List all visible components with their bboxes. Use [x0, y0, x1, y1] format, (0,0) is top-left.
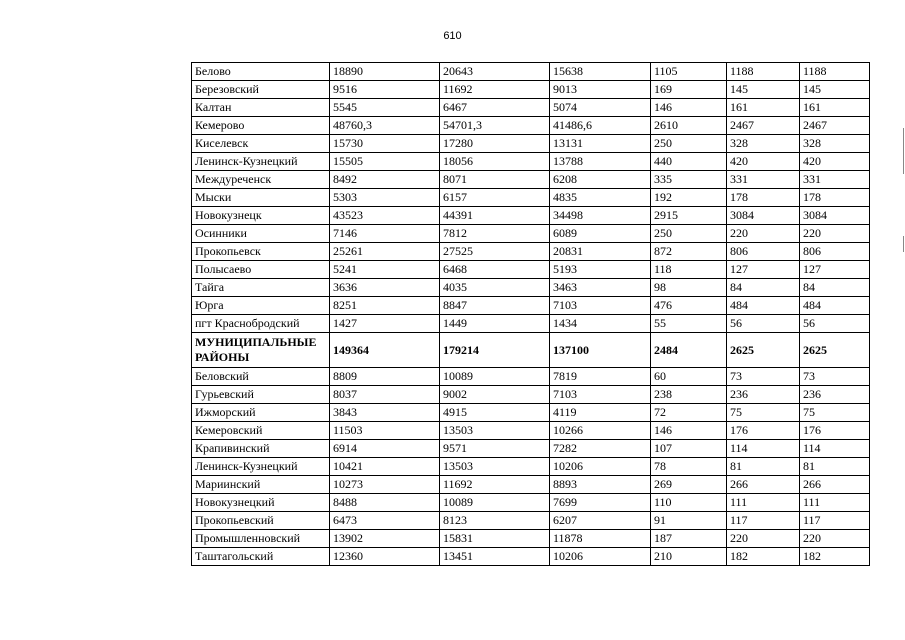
table-cell-value: 484: [800, 297, 870, 315]
table-cell-value: 117: [727, 512, 800, 530]
table-cell-value: 2484: [651, 333, 727, 368]
table-cell-value: 179214: [440, 333, 550, 368]
table-cell-name: Калтан: [192, 99, 330, 117]
table-cell-value: 1188: [727, 63, 800, 81]
table-cell-name: Тайга: [192, 279, 330, 297]
table-cell-name: Промышленновский: [192, 530, 330, 548]
table-cell-value: 8037: [330, 386, 440, 404]
table-cell-value: 220: [800, 225, 870, 243]
table-cell-value: 13902: [330, 530, 440, 548]
table-cell-value: 176: [800, 422, 870, 440]
table-cell-value: 420: [800, 153, 870, 171]
table-cell-value: 114: [800, 440, 870, 458]
table-cell-name: Юрга: [192, 297, 330, 315]
table-cell-name: Киселевск: [192, 135, 330, 153]
table-cell-value: 17280: [440, 135, 550, 153]
table-cell-value: 7103: [550, 297, 651, 315]
table-cell-value: 111: [800, 494, 870, 512]
table-cell-value: 161: [727, 99, 800, 117]
table-row: [192, 135, 870, 153]
table-cell-name: Новокузнецкий: [192, 494, 330, 512]
table-cell-value: 178: [727, 189, 800, 207]
table-cell-value: 145: [727, 81, 800, 99]
table-cell-value: 220: [727, 530, 800, 548]
table-cell-name: Кемерово: [192, 117, 330, 135]
table-cell-value: 5193: [550, 261, 651, 279]
page-number: 610: [443, 30, 462, 42]
table-cell-value: 9571: [440, 440, 550, 458]
table-row: [192, 243, 870, 261]
section-row: [192, 333, 870, 368]
table-row: [192, 422, 870, 440]
table-cell-value: 111: [727, 494, 800, 512]
table-cell-value: 6208: [550, 171, 651, 189]
table-row: [192, 404, 870, 422]
table-cell-value: 335: [651, 171, 727, 189]
table-cell-value: 43523: [330, 207, 440, 225]
table-cell-value: 6468: [440, 261, 550, 279]
data-table: [191, 62, 870, 566]
table-cell-value: 6467: [440, 99, 550, 117]
table-cell-value: 2625: [800, 333, 870, 368]
table-cell-value: 266: [800, 476, 870, 494]
table-cell-value: 11692: [440, 476, 550, 494]
table-cell-value: 73: [800, 368, 870, 386]
table-cell-name: Ижморский: [192, 404, 330, 422]
table-cell-value: 806: [727, 243, 800, 261]
table-cell-value: 6207: [550, 512, 651, 530]
table-cell-value: 11503: [330, 422, 440, 440]
table-row: [192, 386, 870, 404]
table-cell-value: 146: [651, 422, 727, 440]
table-cell-value: 328: [800, 135, 870, 153]
table-cell-value: 2467: [800, 117, 870, 135]
table-cell-value: 236: [727, 386, 800, 404]
table-cell-value: 84: [800, 279, 870, 297]
table-cell-value: 41486,6: [550, 117, 651, 135]
table-cell-name: Таштагольский: [192, 548, 330, 566]
table-cell-value: 137100: [550, 333, 651, 368]
table-cell-value: 7812: [440, 225, 550, 243]
table-cell-value: 1427: [330, 315, 440, 333]
table-cell-value: 73: [727, 368, 800, 386]
table-cell-name: МУНИЦИПАЛЬНЫЕ РАЙОНЫ: [192, 333, 330, 368]
table-cell-value: 8071: [440, 171, 550, 189]
table-cell-value: 145: [800, 81, 870, 99]
table-cell-value: 13503: [440, 422, 550, 440]
table-cell-value: 4835: [550, 189, 651, 207]
table-cell-value: 250: [651, 225, 727, 243]
table-cell-value: 13503: [440, 458, 550, 476]
table-cell-value: 1188: [800, 63, 870, 81]
table-cell-value: 149364: [330, 333, 440, 368]
table-row: [192, 117, 870, 135]
table-cell-name: Прокопьевск: [192, 243, 330, 261]
table-row: [192, 153, 870, 171]
table-cell-value: 12360: [330, 548, 440, 566]
table-cell-value: 10421: [330, 458, 440, 476]
table-cell-value: 54701,3: [440, 117, 550, 135]
table-cell-value: 118: [651, 261, 727, 279]
table-cell-value: 5241: [330, 261, 440, 279]
table-cell-value: 7699: [550, 494, 651, 512]
table-cell-value: 10089: [440, 494, 550, 512]
table-cell-value: 3843: [330, 404, 440, 422]
table-cell-value: 8123: [440, 512, 550, 530]
table-cell-value: 3084: [727, 207, 800, 225]
table-cell-name: Прокопьевский: [192, 512, 330, 530]
table-cell-value: 806: [800, 243, 870, 261]
table-cell-value: 8893: [550, 476, 651, 494]
table-cell-value: 48760,3: [330, 117, 440, 135]
table-row: [192, 81, 870, 99]
table-cell-value: 182: [727, 548, 800, 566]
table-cell-value: 13451: [440, 548, 550, 566]
table-cell-value: 55: [651, 315, 727, 333]
table-cell-value: 6089: [550, 225, 651, 243]
table-cell-value: 18056: [440, 153, 550, 171]
scan-edge-mark: [903, 236, 904, 252]
table-cell-value: 440: [651, 153, 727, 171]
table-cell-name: Беловский: [192, 368, 330, 386]
table-cell-value: 476: [651, 297, 727, 315]
table-cell-name: Новокузнецк: [192, 207, 330, 225]
table-cell-value: 210: [651, 548, 727, 566]
table-row: [192, 99, 870, 117]
table-cell-value: 15505: [330, 153, 440, 171]
table-cell-value: 6157: [440, 189, 550, 207]
table-cell-value: 6473: [330, 512, 440, 530]
table-cell-value: 3084: [800, 207, 870, 225]
table-cell-value: 1434: [550, 315, 651, 333]
table-cell-value: 236: [800, 386, 870, 404]
table-cell-value: 107: [651, 440, 727, 458]
table-cell-value: 10206: [550, 548, 651, 566]
table-cell-value: 220: [727, 225, 800, 243]
table-cell-value: 8488: [330, 494, 440, 512]
table-cell-value: 1105: [651, 63, 727, 81]
table-cell-value: 60: [651, 368, 727, 386]
table-cell-value: 8809: [330, 368, 440, 386]
table-cell-value: 127: [800, 261, 870, 279]
table-cell-value: 8847: [440, 297, 550, 315]
table-row: [192, 458, 870, 476]
table-cell-value: 117: [800, 512, 870, 530]
table-cell-value: 10266: [550, 422, 651, 440]
table-cell-value: 56: [800, 315, 870, 333]
table-cell-value: 3463: [550, 279, 651, 297]
table-cell-value: 91: [651, 512, 727, 530]
table-cell-value: 420: [727, 153, 800, 171]
table-cell-value: 9002: [440, 386, 550, 404]
table-cell-value: 15730: [330, 135, 440, 153]
table-row: [192, 189, 870, 207]
table-row: [192, 63, 870, 81]
table-cell-value: 269: [651, 476, 727, 494]
table-row: [192, 225, 870, 243]
table-cell-value: 4035: [440, 279, 550, 297]
table-cell-value: 56: [727, 315, 800, 333]
table-cell-value: 331: [800, 171, 870, 189]
table-row: [192, 315, 870, 333]
table-cell-value: 176: [727, 422, 800, 440]
scan-edge-mark: [903, 128, 904, 174]
table-cell-value: 2915: [651, 207, 727, 225]
table-cell-value: 7146: [330, 225, 440, 243]
table-cell-value: 6914: [330, 440, 440, 458]
table-cell-value: 7819: [550, 368, 651, 386]
table-cell-name: Белово: [192, 63, 330, 81]
table-cell-value: 15638: [550, 63, 651, 81]
table-cell-value: 10089: [440, 368, 550, 386]
table-cell-value: 146: [651, 99, 727, 117]
table-cell-value: 4915: [440, 404, 550, 422]
table-cell-value: 2610: [651, 117, 727, 135]
table-cell-value: 169: [651, 81, 727, 99]
table-body: [192, 63, 870, 566]
table-row: [192, 279, 870, 297]
table-cell-name: Ленинск-Кузнецкий: [192, 153, 330, 171]
table-cell-value: 10206: [550, 458, 651, 476]
table-cell-value: 13131: [550, 135, 651, 153]
table-row: [192, 494, 870, 512]
table-cell-value: 182: [800, 548, 870, 566]
table-cell-name: Междуреченск: [192, 171, 330, 189]
table-cell-value: 7282: [550, 440, 651, 458]
table-cell-value: 114: [727, 440, 800, 458]
table-cell-value: 9516: [330, 81, 440, 99]
table-row: [192, 476, 870, 494]
table-cell-value: 192: [651, 189, 727, 207]
table-cell-value: 75: [800, 404, 870, 422]
table-cell-value: 331: [727, 171, 800, 189]
table-cell-value: 238: [651, 386, 727, 404]
table-row: [192, 530, 870, 548]
table-cell-value: 2467: [727, 117, 800, 135]
table-cell-value: 13788: [550, 153, 651, 171]
table-cell-value: 75: [727, 404, 800, 422]
table-cell-value: 220: [800, 530, 870, 548]
table-cell-name: Гурьевский: [192, 386, 330, 404]
table-row: [192, 548, 870, 566]
table-cell-name: Кемеровский: [192, 422, 330, 440]
table-row: [192, 368, 870, 386]
table-cell-value: 1449: [440, 315, 550, 333]
table-cell-value: 2625: [727, 333, 800, 368]
table-cell-value: 20831: [550, 243, 651, 261]
table-cell-value: 10273: [330, 476, 440, 494]
table-cell-name: Мыски: [192, 189, 330, 207]
table-cell-value: 84: [727, 279, 800, 297]
table-cell-name: пгт Краснобродский: [192, 315, 330, 333]
table-cell-value: 34498: [550, 207, 651, 225]
table-cell-name: Мариинский: [192, 476, 330, 494]
table-cell-value: 5074: [550, 99, 651, 117]
table-cell-value: 72: [651, 404, 727, 422]
table-cell-name: Осинники: [192, 225, 330, 243]
table-cell-value: 872: [651, 243, 727, 261]
table-cell-value: 78: [651, 458, 727, 476]
table-cell-value: 3636: [330, 279, 440, 297]
table-cell-value: 178: [800, 189, 870, 207]
table-cell-name: Березовский: [192, 81, 330, 99]
table-cell-value: 5303: [330, 189, 440, 207]
table-cell-value: 18890: [330, 63, 440, 81]
table-cell-value: 8492: [330, 171, 440, 189]
table-cell-value: 9013: [550, 81, 651, 99]
table-cell-value: 266: [727, 476, 800, 494]
table-cell-value: 484: [727, 297, 800, 315]
table-row: [192, 171, 870, 189]
table-row: [192, 207, 870, 225]
table-cell-value: 187: [651, 530, 727, 548]
table-cell-value: 81: [800, 458, 870, 476]
table-cell-value: 20643: [440, 63, 550, 81]
table-row: [192, 261, 870, 279]
table-cell-value: 5545: [330, 99, 440, 117]
table-cell-value: 11878: [550, 530, 651, 548]
table-cell-value: 98: [651, 279, 727, 297]
table-row: [192, 297, 870, 315]
table-cell-value: 27525: [440, 243, 550, 261]
table-cell-value: 7103: [550, 386, 651, 404]
table-cell-value: 110: [651, 494, 727, 512]
table-cell-value: 15831: [440, 530, 550, 548]
table-cell-value: 4119: [550, 404, 651, 422]
table-cell-value: 250: [651, 135, 727, 153]
table-cell-value: 25261: [330, 243, 440, 261]
table-cell-value: 127: [727, 261, 800, 279]
table-cell-value: 11692: [440, 81, 550, 99]
table-cell-value: 328: [727, 135, 800, 153]
table-cell-name: Крапивинский: [192, 440, 330, 458]
table-row: [192, 512, 870, 530]
table-cell-value: 44391: [440, 207, 550, 225]
table-row: [192, 440, 870, 458]
table-cell-value: 161: [800, 99, 870, 117]
table-cell-value: 8251: [330, 297, 440, 315]
table-cell-name: Ленинск-Кузнецкий: [192, 458, 330, 476]
table-cell-name: Полысаево: [192, 261, 330, 279]
table-cell-value: 81: [727, 458, 800, 476]
